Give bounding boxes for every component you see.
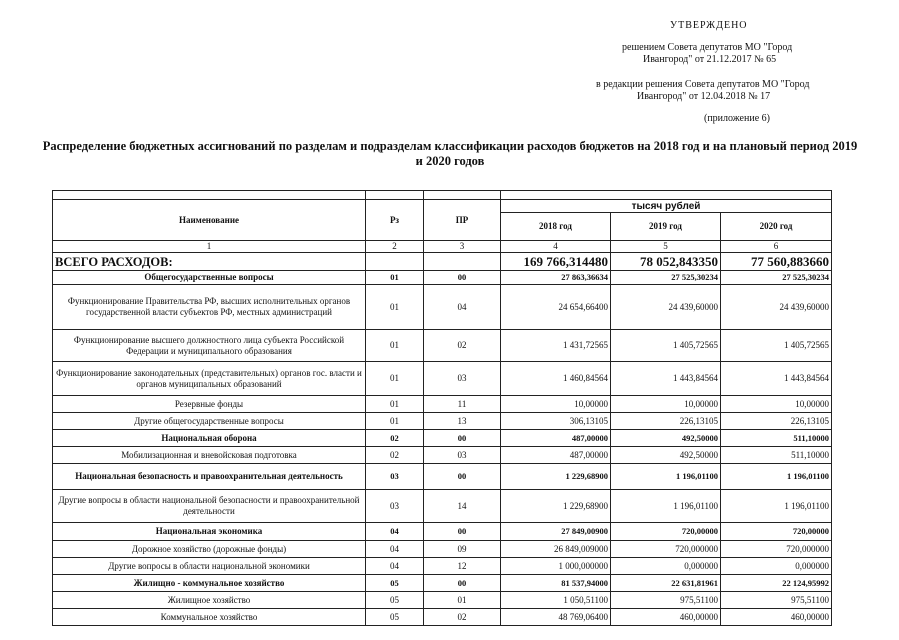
row-2020: 24 439,60000 xyxy=(721,285,832,330)
row-2019: 492,50000 xyxy=(611,430,721,447)
table-top-row xyxy=(53,191,832,200)
table-row xyxy=(53,271,832,285)
table-row xyxy=(53,592,832,609)
row-2020: 1 405,72565 xyxy=(721,330,832,362)
row-2018: 1 229,68900 xyxy=(501,490,611,523)
row-pr: 00 xyxy=(424,464,501,490)
row-rz: 05 xyxy=(366,592,424,609)
row-2020: 1 196,01100 xyxy=(721,490,832,523)
row-pr: 01 xyxy=(424,592,501,609)
row-name: Дорожное хозяйство (дорожные фонды) xyxy=(53,541,366,558)
row-pr: 00 xyxy=(424,271,501,285)
row-2020: 460,00000 xyxy=(721,609,832,626)
row-2020: 1 443,84564 xyxy=(721,362,832,396)
row-pr: 02 xyxy=(424,330,501,362)
header-pr: ПР xyxy=(424,200,501,241)
row-2018: 1 229,68900 xyxy=(501,464,611,490)
row-2020: 511,10000 xyxy=(721,447,832,464)
row-pr: 13 xyxy=(424,413,501,430)
total-label: ВСЕГО РАСХОДОВ: xyxy=(53,253,366,271)
row-2020: 226,13105 xyxy=(721,413,832,430)
row-rz: 03 xyxy=(366,490,424,523)
table-row xyxy=(53,490,832,523)
row-pr: 04 xyxy=(424,285,501,330)
row-2019: 975,51100 xyxy=(611,592,721,609)
row-name: Другие вопросы в области национальной безопасности и правоохранительной деятельности xyxy=(53,490,366,523)
col-number: 2 xyxy=(366,241,424,253)
table-row xyxy=(53,430,832,447)
header-name: Наименование xyxy=(53,200,366,241)
table-row xyxy=(53,523,832,541)
row-pr: 03 xyxy=(424,362,501,396)
row-2019: 1 196,01100 xyxy=(611,464,721,490)
row-name: Функционирование Правительства РФ, высших исполнительных органов государственной власти субъектов РФ, местных администраций xyxy=(53,285,366,330)
row-2018: 306,13105 xyxy=(501,413,611,430)
row-name: Жилищно - коммунальное хозяйство xyxy=(53,575,366,592)
table-row xyxy=(53,285,832,330)
row-2018: 27 849,00900 xyxy=(501,523,611,541)
row-rz: 05 xyxy=(366,575,424,592)
row-pr: 00 xyxy=(424,575,501,592)
row-2020: 720,00000 xyxy=(721,523,832,541)
header-2020: 2020 год xyxy=(721,213,832,241)
table-row xyxy=(53,558,832,575)
table-row xyxy=(53,609,832,626)
row-2019: 1 405,72565 xyxy=(611,330,721,362)
total-2019: 78 052,843350 xyxy=(611,253,721,271)
row-2019: 226,13105 xyxy=(611,413,721,430)
row-2019: 10,00000 xyxy=(611,396,721,413)
row-rz: 01 xyxy=(366,396,424,413)
units-label: тысяч рублей xyxy=(501,200,832,213)
row-name: Национальная безопасность и правоохранительная деятельность xyxy=(53,464,366,490)
row-2020: 22 124,95992 xyxy=(721,575,832,592)
row-name: Другие общегосударственные вопросы xyxy=(53,413,366,430)
row-name: Функционирование законодательных (представительных) органов гос. власти и органов муниципальных образований xyxy=(53,362,366,396)
row-pr: 12 xyxy=(424,558,501,575)
approval-decision-line: решением Совета депутатов МО "Город xyxy=(622,42,793,53)
row-2019: 22 631,81961 xyxy=(611,575,721,592)
total-2020: 77 560,883660 xyxy=(721,253,832,271)
approval-revision-line: в редакции решения Совета депутатов МО "Город xyxy=(596,79,810,90)
table-row xyxy=(53,396,832,413)
table-row xyxy=(53,447,832,464)
row-rz: 01 xyxy=(366,285,424,330)
table-row xyxy=(53,464,832,490)
row-2018: 48 769,06400 xyxy=(501,609,611,626)
row-2020: 720,000000 xyxy=(721,541,832,558)
row-2019: 720,000000 xyxy=(611,541,721,558)
table-row xyxy=(53,575,832,592)
row-name: Жилищное хозяйство xyxy=(53,592,366,609)
table-row xyxy=(53,413,832,430)
row-name: Мобилизационная и вневойсковая подготовка xyxy=(53,447,366,464)
row-2019: 1 196,01100 xyxy=(611,490,721,523)
row-2019: 1 443,84564 xyxy=(611,362,721,396)
row-pr: 00 xyxy=(424,430,501,447)
row-2019: 24 439,60000 xyxy=(611,285,721,330)
row-2018: 27 863,36634 xyxy=(501,271,611,285)
approval-stamp: УТВЕРЖДЕНО xyxy=(670,20,748,31)
row-2019: 27 525,30234 xyxy=(611,271,721,285)
row-2020: 975,51100 xyxy=(721,592,832,609)
row-pr: 03 xyxy=(424,447,501,464)
row-2019: 0,000000 xyxy=(611,558,721,575)
appendix-number: (приложение 6) xyxy=(704,113,770,124)
units-row xyxy=(53,200,832,213)
row-pr: 09 xyxy=(424,541,501,558)
table-row xyxy=(53,330,832,362)
col-number: 6 xyxy=(721,241,832,253)
document-title: Распределение бюджетных ассигнований по разделам и подразделам классификации расходов бюджетов на 2018 год и на плановый период 2019 и 2020 годов xyxy=(42,139,858,168)
col-number: 5 xyxy=(611,241,721,253)
table-row xyxy=(53,362,832,396)
row-rz: 05 xyxy=(366,609,424,626)
row-rz: 01 xyxy=(366,271,424,285)
row-pr: 00 xyxy=(424,523,501,541)
row-rz: 04 xyxy=(366,541,424,558)
header-2019: 2019 год xyxy=(611,213,721,241)
budget-table xyxy=(52,190,832,626)
row-2018: 1 000,000000 xyxy=(501,558,611,575)
row-2018: 487,00000 xyxy=(501,430,611,447)
row-2018: 81 537,94000 xyxy=(501,575,611,592)
row-2020: 1 196,01100 xyxy=(721,464,832,490)
row-rz: 01 xyxy=(366,362,424,396)
row-2020: 511,10000 xyxy=(721,430,832,447)
row-2020: 0,000000 xyxy=(721,558,832,575)
row-2018: 24 654,66400 xyxy=(501,285,611,330)
table-row xyxy=(53,541,832,558)
row-2018: 487,00000 xyxy=(501,447,611,464)
row-pr: 14 xyxy=(424,490,501,523)
row-rz: 03 xyxy=(366,464,424,490)
row-2018: 1 460,84564 xyxy=(501,362,611,396)
row-2018: 10,00000 xyxy=(501,396,611,413)
row-2019: 492,50000 xyxy=(611,447,721,464)
row-2018: 1 431,72565 xyxy=(501,330,611,362)
col-number: 1 xyxy=(53,241,366,253)
row-pr: 02 xyxy=(424,609,501,626)
row-name: Национальная оборона xyxy=(53,430,366,447)
header-rz: Рз xyxy=(366,200,424,241)
row-rz: 02 xyxy=(366,447,424,464)
approval-decision-date: Ивангород" от 21.12.2017 № 65 xyxy=(643,54,777,65)
row-rz: 01 xyxy=(366,413,424,430)
row-pr: 11 xyxy=(424,396,501,413)
row-rz: 01 xyxy=(366,330,424,362)
col-number: 4 xyxy=(501,241,611,253)
row-2018: 1 050,51100 xyxy=(501,592,611,609)
total-2018: 169 766,314480 xyxy=(501,253,611,271)
column-number-row xyxy=(53,241,832,253)
header-2018: 2018 год xyxy=(501,213,611,241)
row-rz: 04 xyxy=(366,523,424,541)
row-2019: 460,00000 xyxy=(611,609,721,626)
col-number: 3 xyxy=(424,241,501,253)
total-row xyxy=(53,253,832,271)
row-name: Функционирование высшего должностного лица субъекта Российской Федерации и муниципального образования xyxy=(53,330,366,362)
row-name: Национальная экономика xyxy=(53,523,366,541)
row-name: Общегосударственные вопросы xyxy=(53,271,366,285)
approval-revision-date: Ивангород" от 12.04.2018 № 17 xyxy=(637,91,771,102)
row-2019: 720,00000 xyxy=(611,523,721,541)
row-name: Другие вопросы в области национальной экономики xyxy=(53,558,366,575)
row-2020: 27 525,30234 xyxy=(721,271,832,285)
row-rz: 02 xyxy=(366,430,424,447)
row-rz: 04 xyxy=(366,558,424,575)
row-2020: 10,00000 xyxy=(721,396,832,413)
row-name: Коммунальное хозяйство xyxy=(53,609,366,626)
row-name: Резервные фонды xyxy=(53,396,366,413)
row-2018: 26 849,009000 xyxy=(501,541,611,558)
